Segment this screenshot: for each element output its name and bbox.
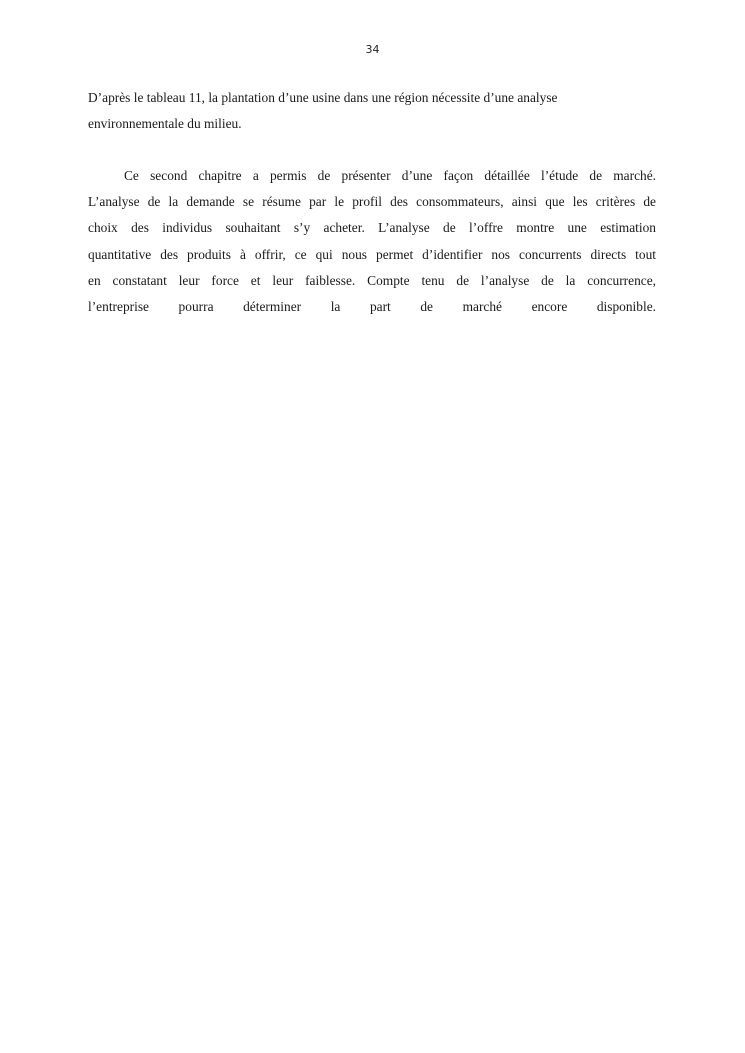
paragraph-line: environnementale du milieu. <box>88 116 242 132</box>
paragraph-line: Ce second chapitre a permis de présenter d’une façon détaillée l’étude de marché. <box>124 168 656 183</box>
page-number: 34 <box>365 43 380 56</box>
paragraph-chapter-conclusion <box>88 163 656 320</box>
paragraph-line: choix des individus souhaitant s’y acheter. L’analyse de l’offre montre une estimation <box>88 220 656 236</box>
paragraph-line: D’après le tableau 11, la plantation d’une usine dans une région nécessite d’une analyse <box>88 90 558 105</box>
paragraph-tableau-analysis <box>88 85 656 137</box>
paragraph-line: L’analyse de la demande se résume par le profil des consommateurs, ainsi que les critères de <box>88 194 656 210</box>
paragraph-line: en constatant leur force et leur faiblesse. Compte tenu de l’analyse de la concurrence, <box>88 272 656 288</box>
paragraph-line: l’entreprise pourra déterminer la part de marché encore disponible. <box>88 299 656 315</box>
paragraph-line: quantitative des produits à offrir, ce qui nous permet d’identifier nos concurrents directs tout <box>88 246 656 262</box>
